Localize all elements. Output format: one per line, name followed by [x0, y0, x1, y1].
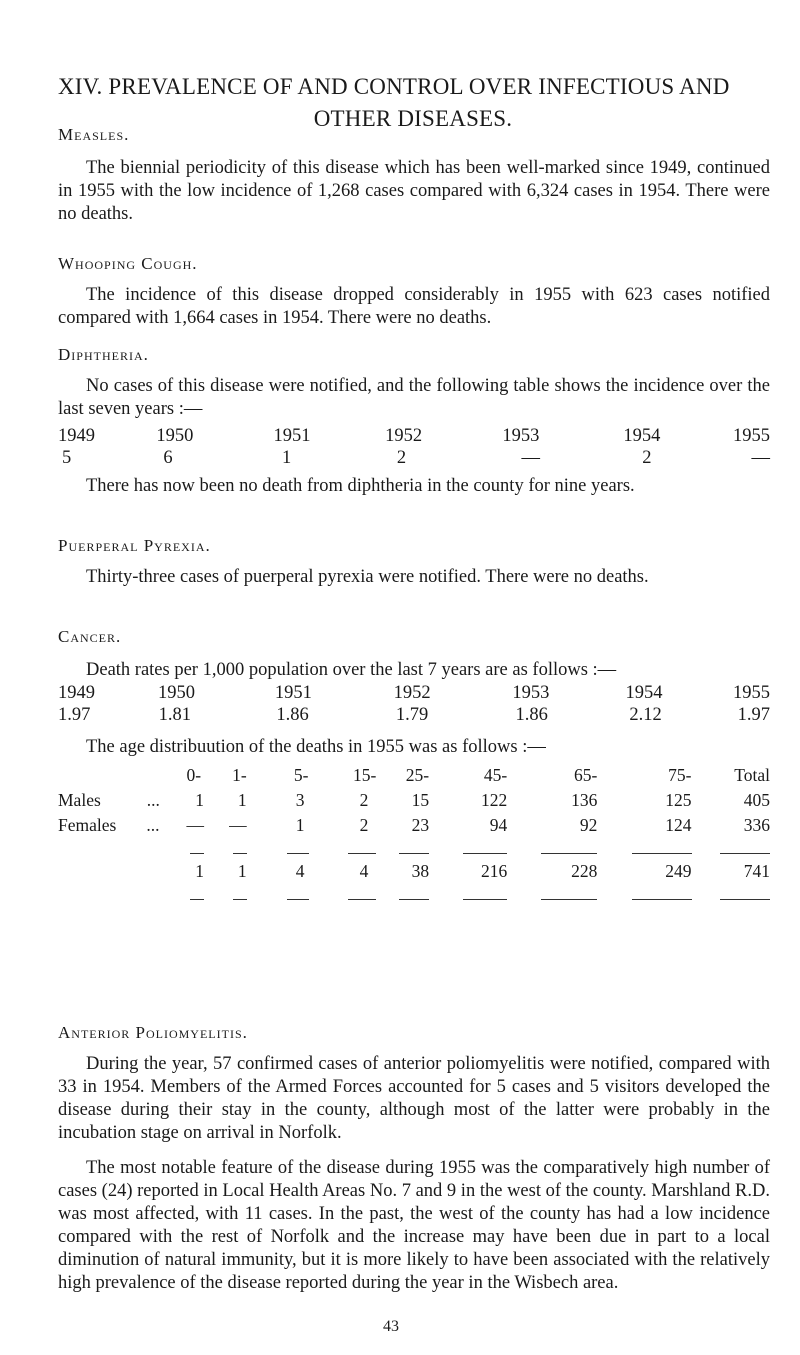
table-cell: 136 — [571, 790, 598, 810]
age-header: 25- — [405, 765, 430, 785]
age-header: 0- — [186, 765, 202, 785]
age-distribution-table — [58, 763, 770, 905]
diphtheria-year: 1952 — [385, 426, 423, 446]
table-cell: 125 — [665, 790, 692, 810]
divider — [287, 899, 309, 900]
table-cell: 92 — [579, 815, 598, 835]
cancer-rate: 2.12 — [629, 705, 662, 725]
diphtheria-value: 1 — [281, 448, 292, 468]
total-cell: 1 — [195, 861, 205, 881]
diphtheria-value: 6 — [163, 448, 173, 468]
divider — [720, 853, 770, 854]
table-cell: — — [229, 815, 247, 835]
leader-dots: ... — [146, 790, 160, 810]
rule-row — [58, 838, 770, 859]
table-cell: 15 — [411, 790, 430, 810]
age-header: 65- — [574, 765, 598, 785]
title-line-1: XIV. PREVALENCE OF AND CONTROL OVER INFECTIOUS AND — [58, 74, 730, 99]
cancer-year: 1949 — [58, 683, 95, 703]
diphtheria-year: 1951 — [273, 426, 311, 446]
diphtheria-year: 1953 — [502, 426, 540, 446]
divider — [463, 899, 507, 900]
diphtheria-year: 1950 — [156, 426, 194, 446]
total-cell: 741 — [743, 861, 770, 881]
diphtheria-value: 2 — [396, 448, 407, 468]
cancer-year: 1954 — [625, 683, 663, 703]
poliomyelitis-section — [58, 1023, 770, 1295]
diphtheria-text-2: There has now been no death from diphtheria in the county for nine years. — [86, 476, 635, 496]
divider — [287, 853, 309, 854]
table-cell: 1 — [237, 790, 247, 810]
total-cell: 1 — [237, 861, 247, 881]
row-label: Females — [58, 815, 117, 835]
whooping-cough-text: The incidence of this disease dropped considerably in 1955 with 623 cases notified compared with 1,664 cases in 1954. There were no deaths. — [58, 285, 770, 328]
table-cell: 405 — [743, 790, 770, 810]
cancer-text-2: The age distribuution of the deaths in 1955 was as follows :— — [86, 737, 546, 757]
age-header: 15- — [353, 765, 377, 785]
cancer-rate: 1.86 — [276, 705, 309, 725]
diphtheria-value: 2 — [642, 448, 652, 468]
puerperal-pyrexia-text: Thirty-three cases of puerperal pyrexia were notified. There were no deaths. — [86, 567, 649, 587]
diphtheria-year: 1955 — [733, 426, 770, 446]
poliomyelitis-text-2: The most notable feature of the disease during 1955 was the comparatively high number of cases (24) reported in Local Health Areas No. 7 and 9 in the west of the county. Marshland R.D. was most affected, with 11 cases. In the past, the west of the county has had a low incidence compared with the rest of Norfolk and the increase may have been due in part to a local diminution of natural immunity, but it is more likely to have been associated with the relatively high prevalence of the disease reported during the year in the Wisbech area. — [58, 1158, 770, 1293]
cancer-rate: 1.81 — [158, 705, 191, 725]
poliomyelitis-text-1: During the year, 57 confirmed cases of anterior poliomyelitis were notified, compared with 33 in 1954. Members of the Armed Forces accounted for 5 cases and 5 visitors developed the disease during their stay in the county, although most of the latter were probably in the incubation stage on arrival in Norfolk. — [58, 1054, 770, 1143]
diphtheria-values-row — [58, 447, 770, 469]
divider — [348, 853, 376, 854]
total-cell: 4 — [295, 861, 305, 881]
diphtheria-heading: Diphtheria. — [58, 345, 149, 364]
cancer-heading: Cancer. — [58, 627, 122, 646]
age-header: Total — [734, 765, 770, 785]
total-cell: 249 — [665, 861, 692, 881]
age-header: 5- — [293, 765, 309, 785]
total-cell: 4 — [359, 861, 369, 881]
table-cell: 3 — [295, 790, 305, 810]
cancer-year: 1950 — [157, 683, 195, 703]
puerperal-pyrexia-heading: Puerperal Pyrexia. — [58, 536, 211, 555]
cancer-rate: 1.79 — [395, 705, 429, 725]
diphtheria-value: — — [521, 448, 541, 468]
cancer-section — [58, 627, 770, 905]
divider — [399, 899, 429, 900]
diphtheria-value: — — [751, 448, 770, 468]
table-cell: 124 — [665, 815, 692, 835]
cancer-rates-row — [58, 704, 770, 726]
table-cell: 1 — [295, 815, 305, 835]
divider — [720, 899, 770, 900]
age-header: 45- — [483, 765, 508, 785]
cancer-rate: 1.86 — [515, 705, 548, 725]
table-cell: 336 — [743, 815, 770, 835]
divider — [233, 899, 247, 900]
diphtheria-year: 1949 — [58, 426, 95, 446]
divider — [399, 853, 429, 854]
diphtheria-years-row — [58, 425, 770, 447]
divider — [190, 899, 204, 900]
table-cell: 94 — [489, 815, 508, 835]
totals-row — [58, 859, 770, 884]
poliomyelitis-heading: Anterior Poliomyelitis. — [58, 1023, 248, 1042]
measles-heading: Measles. — [58, 125, 130, 144]
table-cell: 23 — [411, 815, 430, 835]
diphtheria-text: No cases of this disease were notified, and the following table shows the incidence over the last seven years :— — [58, 376, 770, 419]
diphtheria-section — [58, 345, 770, 498]
total-cell: 228 — [571, 861, 598, 881]
cancer-year: 1955 — [733, 683, 770, 703]
divider — [463, 853, 507, 854]
cancer-rate: 1.97 — [737, 705, 770, 725]
cancer-rate: 1.97 — [58, 705, 91, 725]
table-cell: 2 — [359, 790, 369, 810]
cancer-year: 1951 — [274, 683, 312, 703]
table-header-row — [58, 763, 770, 788]
measles-text: The biennial periodicity of this disease which has been well-marked since 1949, continued in 1955 with the low incidence of 1,268 cases compared with 6,324 cases in 1954. There were no deaths. — [58, 158, 770, 224]
row-label: Males — [58, 790, 101, 810]
divider — [233, 853, 247, 854]
age-header: 1- — [232, 765, 247, 785]
age-header: 75- — [668, 765, 692, 785]
divider — [632, 899, 692, 900]
divider — [541, 899, 597, 900]
table-row — [58, 788, 770, 813]
divider — [348, 899, 376, 900]
cancer-year: 1953 — [512, 683, 550, 703]
total-cell: 216 — [480, 861, 508, 881]
whooping-cough-heading: Whooping Cough. — [58, 254, 198, 273]
measles-section — [58, 125, 770, 226]
diphtheria-value: 5 — [62, 448, 72, 468]
title-line-2: OTHER DISEASES. — [313, 106, 513, 131]
puerperal-pyrexia-section — [58, 536, 770, 589]
leader-dots: ... — [146, 815, 160, 835]
page-number: 43 — [383, 1318, 399, 1335]
cancer-year: 1952 — [393, 683, 431, 703]
cancer-years-row — [58, 682, 770, 704]
rule-row — [58, 884, 770, 905]
table-cell: 1 — [195, 790, 205, 810]
cancer-text: Death rates per 1,000 population over the last 7 years are as follows :— — [86, 660, 617, 680]
divider — [541, 853, 597, 854]
divider — [190, 853, 204, 854]
table-cell: 2 — [359, 815, 369, 835]
divider — [632, 853, 692, 854]
diphtheria-year: 1954 — [623, 426, 661, 446]
total-cell: 38 — [411, 861, 430, 881]
table-cell: 122 — [480, 790, 508, 810]
table-cell: — — [186, 815, 205, 835]
table-row — [58, 813, 770, 838]
whooping-cough-section — [58, 254, 770, 330]
